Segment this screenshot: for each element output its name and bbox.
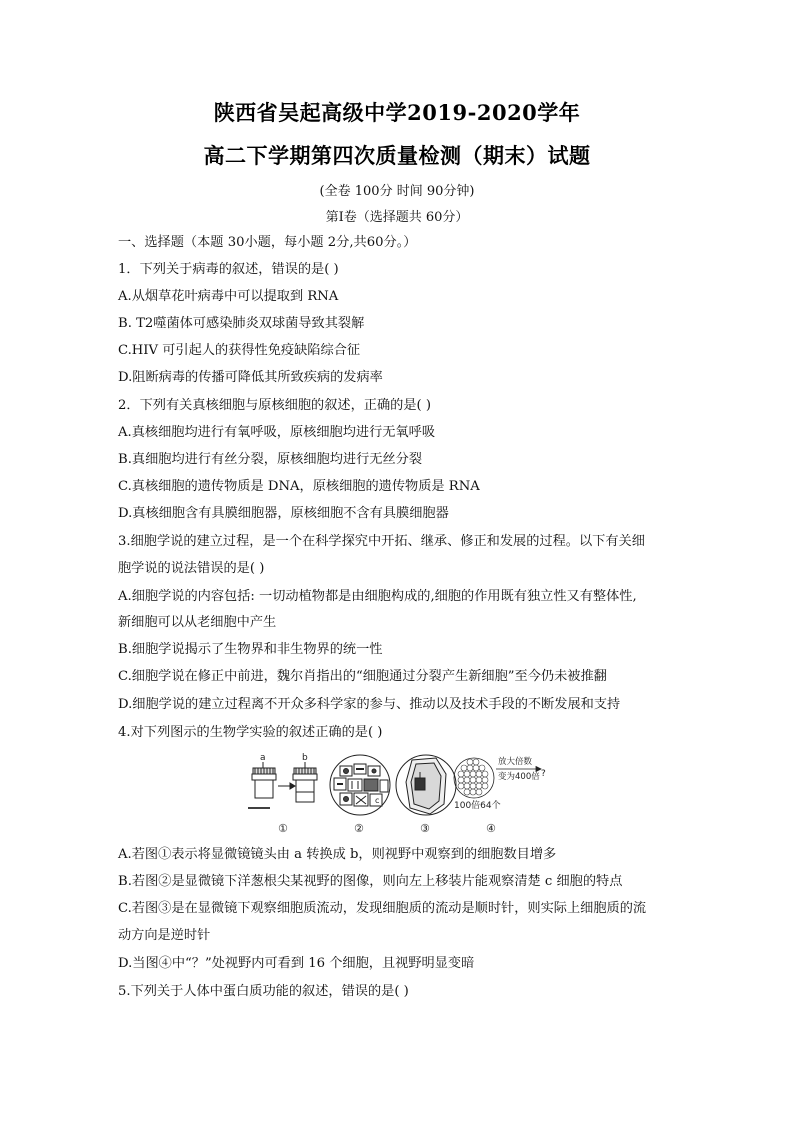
instructions: 一、选择题（本题 30小题，每小题 2分,共60分。） — [118, 235, 417, 250]
label-b: b — [302, 753, 308, 763]
q3-option-a-line2: 新细胞可以从老细胞中产生 — [118, 615, 277, 630]
q4-option-d: D.当图④中“？”处视野内可看到 16 个细胞，且视野明显变暗 — [118, 956, 475, 971]
q1-option-a: A.从烟草花叶病毒中可以提取到 RNA — [118, 289, 339, 304]
q1-option-b: B. T2噬菌体可感染肺炎双球菌导致其裂解 — [118, 316, 365, 331]
q4-option-c-line2: 动方向是逆时针 — [118, 928, 211, 943]
q3-option-a-line1: A.细胞学说的内容包括: 一切动植物都是由细胞构成的,细胞的作用既有独立性又有整体性, — [118, 589, 637, 604]
q4-option-c-line1: C.若图③是在显微镜下观察细胞质流动，发现细胞质的流动是顺时针，则实际上细胞质的流 — [118, 901, 647, 916]
exam-title-line2: 高二下学期第四次质量检测（期末）试题 — [203, 143, 591, 168]
figure-number-3: ③ — [420, 822, 430, 835]
q4-option-b: B.若图②是显微镜下洋葱根尖某视野的图像，则向左上移装片能观察清楚 c 细胞的特点 — [118, 874, 623, 889]
figure-4-magnification — [454, 756, 546, 811]
q3-stem-line1: 3.细胞学说的建立过程，是一个在科学探究中开拓、继承、修正和发展的过程。以下有关细 — [118, 534, 645, 549]
q3-stem-line2: 胞学说的说法错误的是( ) — [118, 561, 265, 576]
q4-option-a: A.若图①表示将显微镜镜头由 a 转换成 b，则视野中观察到的细胞数目增多 — [118, 847, 557, 862]
q2-option-a: A.真核细胞均进行有氧呼吸，原核细胞均进行无氧呼吸 — [118, 425, 436, 440]
q1-option-c: C.HIV 可引起人的获得性免疫缺陷综合征 — [118, 343, 361, 358]
exam-meta: (全卷 100分 时间 90分钟) — [319, 184, 475, 199]
figure-number-4: ④ — [486, 822, 496, 835]
q4-stem: 4.对下列图示的生物学实验的叙述正确的是( ) — [118, 725, 383, 740]
figure-3-cytoplasm-cell — [396, 755, 456, 815]
q2-option-b: B.真细胞均进行有丝分裂，原核细胞均进行无丝分裂 — [118, 452, 423, 467]
q3-option-b: B.细胞学说揭示了生物界和非生物界的统一性 — [118, 642, 383, 657]
question-mark: ? — [541, 769, 546, 779]
section-heading: 第Ⅰ卷（选择题共 60分） — [325, 210, 469, 225]
q2-option-c: C.真核细胞的遗传物质是 DNA，原核细胞的遗传物质是 RNA — [118, 479, 480, 494]
q3-option-d: D.细胞学说的建立过程离不开众多科学家的参与、推动以及技术手段的不断发展和支持 — [118, 697, 621, 712]
figure-1-objectives — [248, 753, 317, 808]
q2-option-d: D.真核细胞含有具膜细胞器，原核细胞不含有具膜细胞器 — [118, 506, 449, 521]
q3-option-c: C.细胞学说在修正中前进，魏尔肖指出的“细胞通过分裂产生新细胞”至今仍未被推翻 — [118, 669, 607, 684]
label-a: a — [260, 753, 266, 763]
caption-100x: 100倍64个 — [454, 801, 501, 811]
q4-figure — [240, 752, 580, 838]
exam-title-line1: 陕西省吴起高级中学2019-2020学年 — [213, 100, 581, 125]
figure-2-root-tip — [330, 755, 390, 815]
q2-stem: 2．下列有关真核细胞与原核细胞的叙述，正确的是( ) — [118, 398, 431, 413]
figure-number-1: ① — [278, 822, 288, 835]
q1-stem: 1．下列关于病毒的叙述，错误的是( ) — [118, 262, 339, 277]
figure-number-2: ② — [354, 822, 364, 835]
q1-option-d: D.阻断病毒的传播可降低其所致疾病的发病率 — [118, 370, 383, 385]
magnify-label-1: 放大倍数 — [498, 757, 533, 767]
magnify-label-2: 变为400倍 — [498, 772, 540, 782]
q5-stem: 5.下列关于人体中蛋白质功能的叙述，错误的是( ) — [118, 984, 409, 999]
label-c: c — [375, 796, 380, 805]
